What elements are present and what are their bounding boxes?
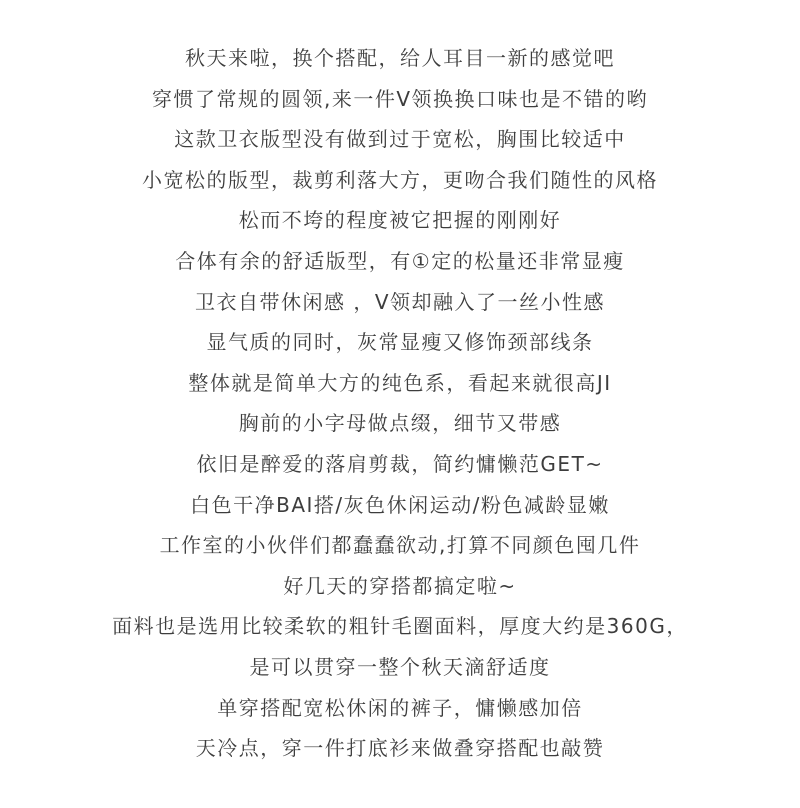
description-line-17: 单穿搭配宽松休闲的裤子，慵懒感加倍	[217, 695, 583, 720]
description-line-13: 工作室的小伙伴们都蠢蠢欲动,打算不同颜色囤几件	[159, 533, 641, 558]
description-line-4: 小宽松的版型，裁剪利落大方，更吻合我们随性的风格	[142, 167, 658, 192]
description-line-18: 天冷点，穿一件打底衫来做叠穿搭配也敲赞	[195, 736, 605, 761]
description-line-15: 面料也是选用比较柔软的粗针毛圈面料，厚度大约是360G，	[112, 614, 688, 639]
description-line-3: 这款卫衣版型没有做到过于宽松，胸围比较适中	[174, 127, 626, 152]
description-line-12: 白色干净BAI搭/灰色休闲运动/粉色减龄显嫩	[190, 492, 610, 517]
description-line-5: 松而不垮的程度被它把握的刚刚好	[238, 208, 562, 233]
description-line-6: 合体有余的舒适版型，有①定的松量还非常显瘦	[175, 248, 625, 273]
description-line-11: 依旧是醉爱的落肩剪裁，简约慵懒范GET~	[196, 451, 604, 476]
description-line-10: 胸前的小字母做点缀，细节又带感	[238, 411, 562, 436]
description-line-8: 显气质的同时，灰常显瘦又修饰颈部线条	[206, 330, 594, 355]
description-line-9: 整体就是简单大方的纯色系，看起来就很高JI	[188, 370, 612, 395]
description-line-14: 好几天的穿搭都搞定啦~	[283, 573, 517, 598]
description-line-16: 是可以贯穿一整个秋天滴舒适度	[249, 654, 551, 679]
description-line-2: 穿惯了常规的圆领,来一件V领换换口味也是不错的哟	[151, 86, 649, 111]
description-line-1: 秋天来啦，换个搭配，给人耳目一新的感觉吧	[185, 46, 615, 70]
description-line-7: 卫衣自带休闲感 ，V领却融入了一丝小性感	[194, 289, 606, 314]
